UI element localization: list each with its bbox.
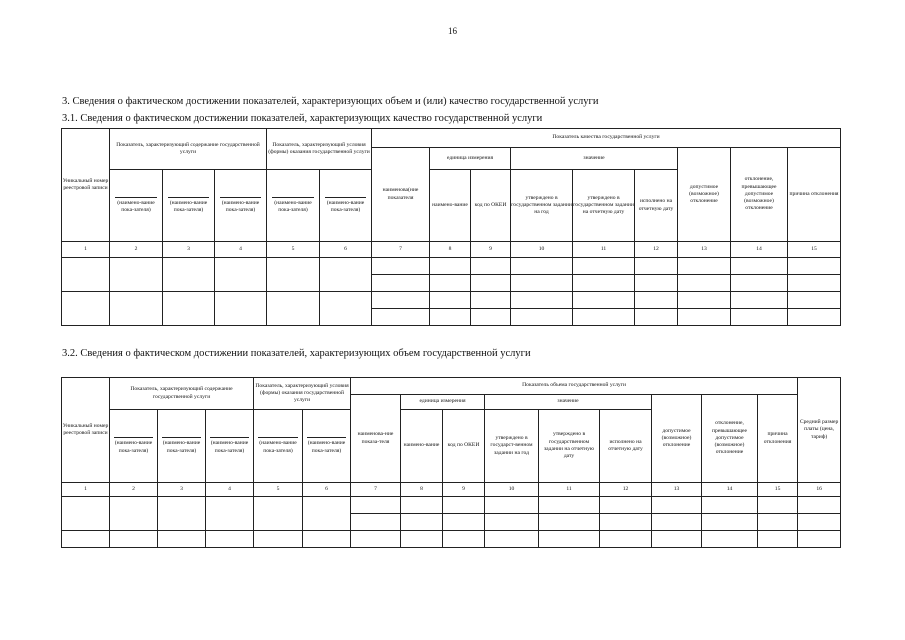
data-cell	[788, 292, 841, 309]
data-cell	[539, 497, 600, 514]
data-cell	[678, 292, 731, 309]
data-cell	[798, 531, 841, 548]
column-number: 2	[110, 483, 158, 497]
column-number: 8	[430, 242, 471, 258]
column-number: 11	[539, 483, 600, 497]
indicator-name-header: наименова-ние показа-теля	[351, 395, 401, 483]
data-cell	[798, 497, 841, 514]
data-cell	[731, 275, 788, 292]
quality-indicators-table	[61, 128, 841, 326]
column-number: 15	[788, 242, 841, 258]
unique-record-header: Уникальный номер реестровой записи	[62, 378, 110, 483]
data-cell	[163, 258, 215, 292]
indicator-name-subheader: (наимено-вание пока-зателя)	[110, 170, 163, 242]
column-number: 3	[163, 242, 215, 258]
data-cell	[678, 309, 731, 326]
data-cell	[702, 514, 758, 531]
section-3-title: 3. Сведения о фактическом достижении показателей, характеризующих объем и (или) качество государственной услуги	[62, 96, 599, 107]
indicator-name-subheader: (наимено-вание пока-зателя)	[267, 170, 320, 242]
content-indicator-header: Показатель, характеризующий содержание государственной услуги	[110, 129, 267, 170]
executed-header: исполнено на отчетную дату	[635, 170, 678, 242]
column-number: 6	[303, 483, 351, 497]
indicator-name-subheader: (наимено-вание пока-зателя)	[163, 170, 215, 242]
data-cell	[485, 497, 539, 514]
indicator-name-subheader: (наимено-вание пока-зателя)	[110, 410, 158, 483]
data-cell	[539, 531, 600, 548]
column-number: 9	[471, 242, 511, 258]
data-cell	[267, 292, 320, 326]
column-number: 7	[372, 242, 430, 258]
data-cell	[401, 531, 443, 548]
quality-indicator-header: Показатель качества государственной услуги	[372, 129, 841, 148]
data-cell	[573, 258, 635, 275]
data-cell	[702, 531, 758, 548]
data-cell	[110, 497, 158, 531]
data-cell	[511, 309, 573, 326]
column-number: 5	[254, 483, 303, 497]
data-cell	[430, 275, 471, 292]
column-number: 10	[485, 483, 539, 497]
data-cell	[401, 497, 443, 514]
data-cell	[320, 258, 372, 292]
value-header: значение	[485, 395, 652, 410]
data-cell	[731, 309, 788, 326]
deviation-reason-header: причина отклонения	[758, 395, 798, 483]
column-number: 4	[206, 483, 254, 497]
data-cell	[372, 309, 430, 326]
data-cell	[758, 514, 798, 531]
data-cell	[372, 258, 430, 275]
indicator-name-subheader: (наимено-вание пока-зателя)	[320, 170, 372, 242]
data-cell	[372, 275, 430, 292]
data-cell	[600, 531, 652, 548]
column-number: 7	[351, 483, 401, 497]
data-cell	[206, 497, 254, 531]
column-number: 5	[267, 242, 320, 258]
indicator-name-subheader: (наимено-вание пока-зателя)	[303, 410, 351, 483]
data-cell	[678, 258, 731, 275]
data-cell	[62, 497, 110, 531]
data-cell	[206, 531, 254, 548]
column-number: 14	[731, 242, 788, 258]
data-cell	[62, 258, 110, 292]
data-cell	[702, 497, 758, 514]
data-cell	[652, 531, 702, 548]
data-cell	[485, 531, 539, 548]
data-cell	[351, 514, 401, 531]
data-cell	[798, 514, 841, 531]
column-number: 4	[215, 242, 267, 258]
data-cell	[215, 258, 267, 292]
column-number: 12	[635, 242, 678, 258]
column-number: 3	[158, 483, 206, 497]
data-cell	[652, 514, 702, 531]
data-cell	[158, 531, 206, 548]
data-cell	[788, 258, 841, 275]
data-cell	[635, 275, 678, 292]
column-number: 1	[62, 483, 110, 497]
content-indicator-header: Показатель, характеризующий содержание государственной услуги	[110, 378, 254, 410]
indicator-name-subheader: (наимено-вание пока-зателя)	[215, 170, 267, 242]
data-cell	[351, 497, 401, 514]
data-cell	[62, 531, 110, 548]
data-cell	[511, 275, 573, 292]
column-number: 15	[758, 483, 798, 497]
approved-date-header: утверждено в государственном задании на отчетную дату	[539, 410, 600, 483]
page-number: 16	[448, 26, 457, 36]
column-number: 16	[798, 483, 841, 497]
deviation-reason-header: причина отклонения	[788, 148, 841, 242]
column-number: 11	[573, 242, 635, 258]
data-cell	[471, 258, 511, 275]
permissible-deviation-header: допустимое (возможное) отклонение	[678, 148, 731, 242]
data-cell	[163, 292, 215, 326]
data-cell	[471, 292, 511, 309]
unit-header: единица измерения	[430, 148, 511, 170]
approved-year-header: утверждено в государственном задании на год	[511, 170, 573, 242]
data-cell	[443, 514, 485, 531]
column-number: 1	[62, 242, 110, 258]
data-cell	[573, 292, 635, 309]
data-cell	[731, 292, 788, 309]
data-cell	[110, 258, 163, 292]
data-cell	[652, 497, 702, 514]
column-number: 12	[600, 483, 652, 497]
data-cell	[254, 497, 303, 531]
data-cell	[110, 292, 163, 326]
executed-header: исполнено на отчетную дату	[600, 410, 652, 483]
column-number: 2	[110, 242, 163, 258]
indicator-name-header: наименова(ние показателя	[372, 148, 430, 242]
data-cell	[471, 275, 511, 292]
data-cell	[62, 292, 110, 326]
data-cell	[678, 275, 731, 292]
data-cell	[485, 514, 539, 531]
data-cell	[471, 309, 511, 326]
data-cell	[635, 258, 678, 275]
data-cell	[443, 497, 485, 514]
data-cell	[443, 531, 485, 548]
indicator-name-subheader: (наимено-вание пока-зателя)	[158, 410, 206, 483]
section-3-2-title: 3.2. Сведения о фактическом достижении показателей, характеризующих объем государственной услуги	[62, 348, 531, 359]
okei-code-header: код по ОКЕИ	[471, 170, 511, 242]
data-cell	[511, 258, 573, 275]
data-cell	[600, 514, 652, 531]
excess-deviation-header: отклонение, превышающее допустимое (возможное) отклонение	[731, 148, 788, 242]
value-header: значение	[511, 148, 678, 170]
conditions-indicator-header: Показатель, характеризующий условия (формы) оказания государственной услуги	[267, 129, 372, 170]
approved-date-header: утверждено в государственном задании на отчетную дату	[573, 170, 635, 242]
excess-deviation-header: отклонение, превышающее допустимое (возможное) отклонение	[702, 395, 758, 483]
column-number: 8	[401, 483, 443, 497]
data-cell	[635, 309, 678, 326]
data-cell	[430, 258, 471, 275]
data-cell	[303, 531, 351, 548]
column-number: 6	[320, 242, 372, 258]
column-number: 9	[443, 483, 485, 497]
column-number: 13	[678, 242, 731, 258]
data-cell	[401, 514, 443, 531]
approved-year-header: утверждено в государст-венном задании на год	[485, 410, 539, 483]
okei-code-header: код по ОКЕИ	[443, 410, 485, 483]
column-number: 10	[511, 242, 573, 258]
data-cell	[254, 531, 303, 548]
average-fee-header: Средний размер платы (цена, тариф)	[798, 378, 841, 483]
data-cell	[758, 531, 798, 548]
section-3-1-title: 3.1. Сведения о фактическом достижении показателей, характеризующих качество государственной услуги	[62, 113, 543, 124]
data-cell	[573, 275, 635, 292]
unit-header: единица измерения	[401, 395, 485, 410]
data-cell	[573, 309, 635, 326]
data-cell	[635, 292, 678, 309]
indicator-name-subheader: (наимено-вание пока-зателя)	[206, 410, 254, 483]
data-cell	[320, 292, 372, 326]
volume-indicators-table	[61, 377, 841, 548]
data-cell	[788, 275, 841, 292]
data-cell	[758, 497, 798, 514]
data-cell	[351, 531, 401, 548]
data-cell	[215, 292, 267, 326]
permissible-deviation-header: допустимое (возможное) отклонение	[652, 395, 702, 483]
column-number: 13	[652, 483, 702, 497]
indicator-name-subheader: (наимено-вание пока-зателя)	[254, 410, 303, 483]
unique-record-header: Уникальный номер реестровой записи	[62, 129, 110, 242]
data-cell	[539, 514, 600, 531]
data-cell	[110, 531, 158, 548]
data-cell	[600, 497, 652, 514]
data-cell	[430, 309, 471, 326]
conditions-indicator-header: Показатель, характеризующий условия (формы) оказания государственной услуги	[254, 378, 351, 410]
data-cell	[430, 292, 471, 309]
data-cell	[267, 258, 320, 292]
data-cell	[158, 497, 206, 531]
unit-name-header: наимено-вание	[401, 410, 443, 483]
data-cell	[372, 292, 430, 309]
volume-indicator-header: Показатель объема государственной услуги	[351, 378, 798, 395]
unit-name-header: наимено-вание	[430, 170, 471, 242]
column-number: 14	[702, 483, 758, 497]
data-cell	[788, 309, 841, 326]
data-cell	[731, 258, 788, 275]
data-cell	[303, 497, 351, 531]
data-cell	[511, 292, 573, 309]
